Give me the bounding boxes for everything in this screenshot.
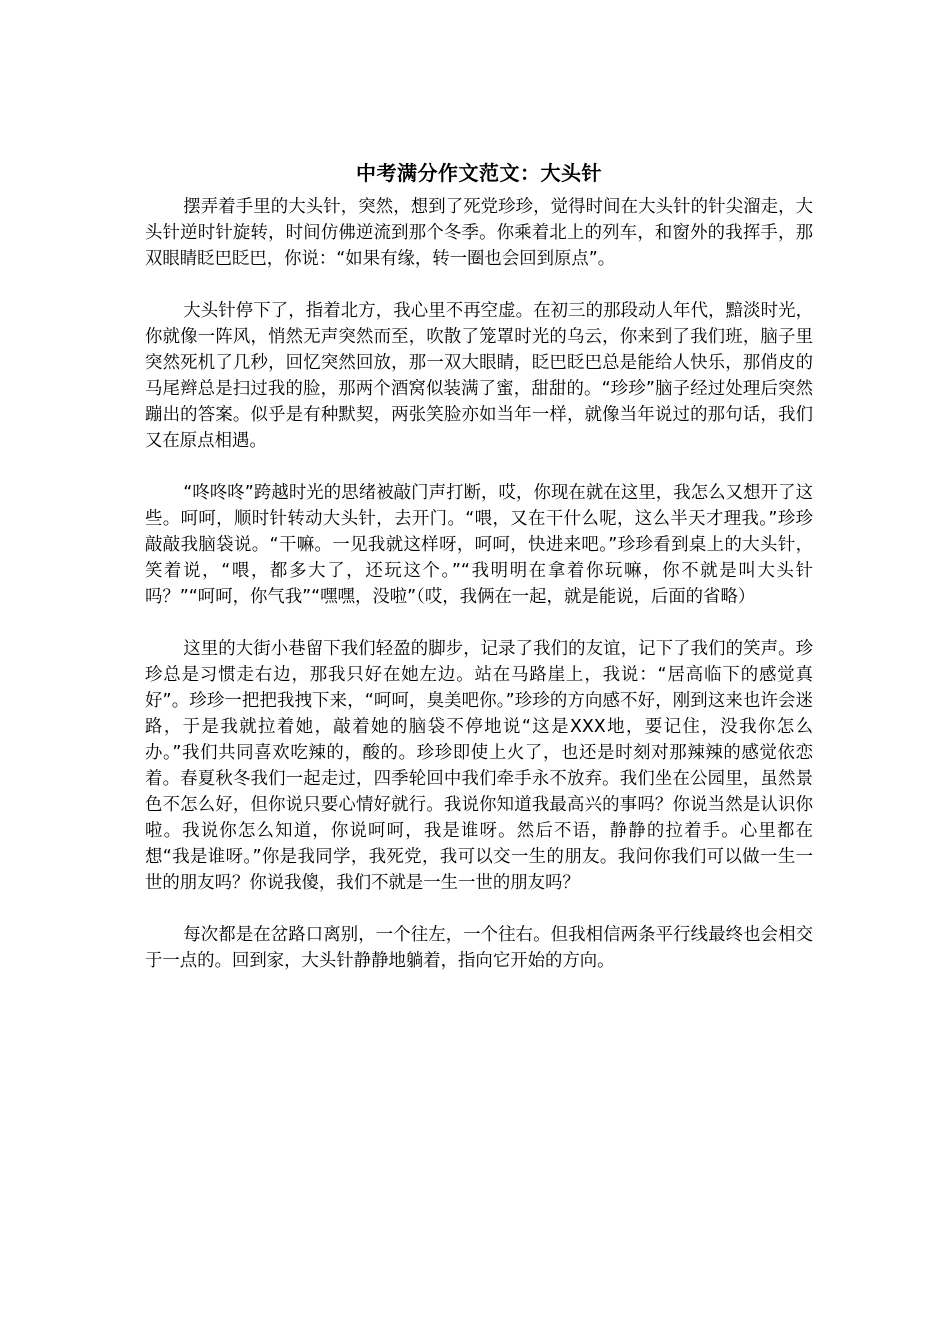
- document-title: 中考满分作文范文：大头针: [356, 161, 602, 185]
- paragraph-2: 大头针停下了，指着北方，我心里不再空虚。在初三的那段动人年代，黯淡时光，你就像一阵风，悄然无声突然而至，吹散了笼罩时光的乌云，你来到了我们班，脑子里突然死机了几秒，回忆突然回放，那一双大眼睛，眨巴眨巴总是能给人快乐，那俏皮的马尾辫总是扫过我的脸，那两个酒窝似装满了蜜，甜甜的。“珍珍”脑子经过处理后突然蹦出的答案。似乎是有种默契，两张笑脸亦如当年一样，就像当年说过的那句话，我们又在原点相遇。: [145, 301, 813, 451]
- document-page: [145, 158, 813, 1000]
- paragraph-4: 这里的大街小巷留下我们轻盈的脚步，记录了我们的友谊，记下了我们的笑声。珍珍总是习惯走右边，那我只好在她左边。站在马路崖上，我说：“居高临下的感觉真好”。珍珍一把把我拽下来，“呵呵，臭美吧你。”珍珍的方向感不好，刚到这来也许会迷路，于是我就拉着她，敲着她的脑袋不停地说“这是XXX地，要记住，没我你怎么办。”我们共同喜欢吃辣的，酸的。珍珍即使上火了，也还是时刻对那辣辣的感觉依恋着。春夏秋冬我们一起走过，四季轮回中我们牵手永不放弃。我们坐在公园里，虽然景色不怎么好，但你说只要心情好就行。我说你知道我最高兴的事吗？你说当然是认识你啦。我说你怎么知道，你说呵呵，我是谁呀。然后不语，静静的拉着手。心里都在想“我是谁呀。”你是我同学，我死党，我可以交一生的朋友。我问你我们可以做一生一世的朋友吗？你说我傻，我们不就是一生一世的朋友吗？: [145, 639, 813, 893]
- paragraph-5: 每次都是在岔路口离别，一个往左，一个往右。但我相信两条平行线最终也会相交于一点的。回到家，大头针静静地躺着，指向它开始的方向。: [145, 925, 813, 971]
- paragraph-1: 摆弄着手里的大头针，突然，想到了死党珍珍，觉得时间在大头针的针尖溜走，大头针逆时针旋转，时间仿佛逆流到那个冬季。你乘着北上的列车，和窗外的我挥手，那双眼睛眨巴眨巴，你说：“如果有缘，转一圈也会回到原点”。: [145, 197, 813, 269]
- paragraph-3: “咚咚咚”跨越时光的思绪被敲门声打断，哎，你现在就在这里，我怎么又想开了这些。呵呵，顺时针转动大头针，去开门。“喂，又在干什么呢，这么半天才理我。”珍珍敲敲我脑袋说。“干嘛。一见我就这样呀，呵呵，快进来吧。”珍珍看到桌上的大头针，笑着说，“喂，都多大了，还玩这个。”“我明明在拿着你玩嘛，你不就是叫大头针吗？”“呵呵，你气我”“嘿嘿，没啦”（哎，我俩在一起，就是能说，后面的省略）: [145, 483, 813, 607]
